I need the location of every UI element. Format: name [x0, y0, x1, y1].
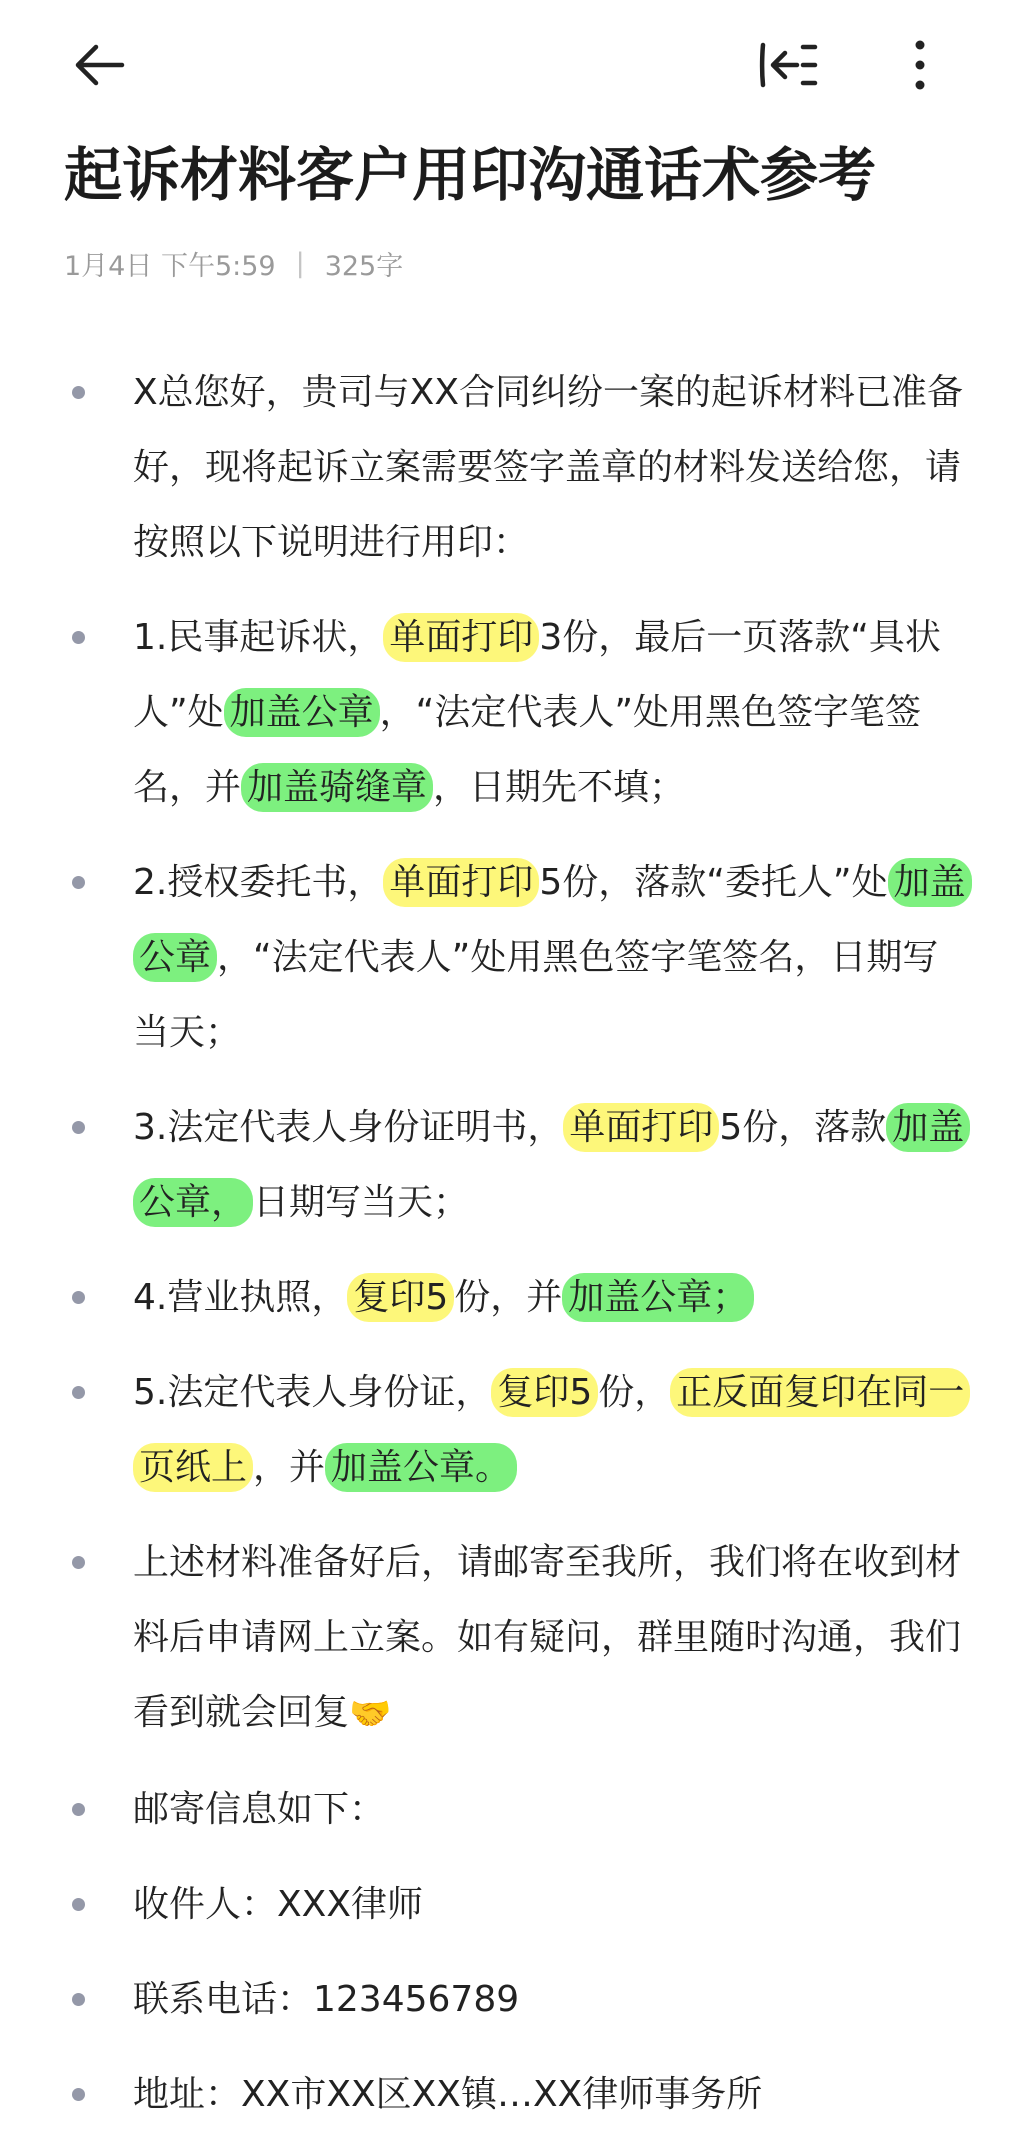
- bullet-dot: [72, 876, 85, 889]
- list-item: [0, 1867, 1010, 1942]
- text-segment: 1.民事起诉状，: [133, 617, 384, 658]
- text-segment: 5.法定代表人身份证，: [133, 1372, 492, 1413]
- list-item: [0, 1772, 1010, 1847]
- text-segment: 邮寄信息如下：: [133, 1788, 386, 1830]
- text-segment: 4.营业执照，: [133, 1277, 348, 1318]
- highlight-green: 加盖公章，: [133, 1103, 970, 1227]
- text-segment: 3.法定代表人身份证明书，: [133, 1107, 564, 1148]
- top-bar: [0, 0, 1010, 130]
- text-segment: ，“法定代表人”处用黑色签字笔签名，日期写当天；: [133, 937, 939, 1053]
- text-segment: 份，并: [454, 1277, 563, 1318]
- arrow-left-icon: [70, 40, 130, 90]
- highlight-yellow: 复印5: [491, 1368, 598, 1417]
- highlight-green: 加盖公章: [224, 688, 380, 737]
- more-button[interactable]: [880, 30, 960, 100]
- text-segment: 份，: [598, 1372, 671, 1413]
- text-segment: 收件人：XXX律师: [133, 1883, 423, 1925]
- list-item: [0, 600, 1010, 825]
- bullet-dot: [72, 1556, 85, 1569]
- list-item: [0, 1355, 1010, 1505]
- highlight-yellow: 单面打印: [383, 858, 539, 907]
- note-meta: [64, 240, 403, 286]
- list-item: [0, 1962, 1010, 2037]
- text-segment: 日期写当天；: [253, 1182, 470, 1223]
- bullet-dot: [72, 631, 85, 644]
- bullet-dot: [72, 1121, 85, 1134]
- outline-list-icon: [757, 37, 823, 93]
- list-item: [0, 1525, 1010, 1752]
- list-item: [0, 845, 1010, 1070]
- note-title: 起诉材料客户用印沟通话术参考: [64, 141, 877, 209]
- bullet-dot: [72, 386, 85, 399]
- bullet-dot: [72, 1386, 85, 1399]
- highlight-yellow: 复印5: [347, 1273, 454, 1322]
- highlight-yellow: 正反面复印在同一页纸上: [133, 1368, 970, 1492]
- text-segment: 5份，落款: [719, 1107, 887, 1148]
- text-segment: 上述材料准备好后，请邮寄至我所，我们将在收到材料后申请网上立案。如有疑问，群里随时沟通，我们看到就会回复: [133, 1542, 962, 1733]
- text-segment: 2.授权委托书，: [133, 862, 384, 903]
- text-segment: 5份，落款“委托人”处: [539, 862, 888, 903]
- handshake-emoji: 🤝: [349, 1693, 392, 1734]
- list-item: [0, 1090, 1010, 1240]
- bullet-dot: [72, 1803, 85, 1816]
- text-segment: ，并: [253, 1447, 326, 1488]
- text-segment: ，日期先不填；: [433, 767, 686, 808]
- highlight-green: 加盖骑缝章: [241, 763, 433, 812]
- bullet-dot: [72, 1898, 85, 1911]
- bullet-dot: [72, 1291, 85, 1304]
- note-date: 1月4日 下午5:59: [64, 250, 276, 282]
- back-button[interactable]: [60, 30, 140, 100]
- note-body[interactable]: [0, 355, 1010, 2152]
- highlight-green: 加盖公章: [133, 858, 972, 982]
- text-segment: 3份，最后一页落款“具状人”处: [133, 617, 941, 733]
- highlight-green: 加盖公章；: [562, 1273, 754, 1322]
- text-segment: 地址：XX市XX区XX镇…XX律师事务所: [133, 2073, 763, 2115]
- highlight-yellow: 单面打印: [563, 1103, 719, 1152]
- text-segment: 联系电话：123456789: [133, 1978, 520, 2020]
- meta-separator: |: [295, 247, 305, 279]
- text-segment: ，“法定代表人”处用黑色签字笔签名，并: [133, 692, 921, 808]
- list-item: [0, 1260, 1010, 1335]
- text-segment: X总您好，贵司与XX合同纠纷一案的起诉材料已准备好，现将起诉立案需要签字盖章的材料发送给您，请按照以下说明进行用印：: [133, 372, 963, 563]
- bullet-dot: [72, 2088, 85, 2101]
- bullet-dot: [72, 1993, 85, 2006]
- list-item: [0, 355, 1010, 580]
- highlight-yellow: 单面打印: [383, 613, 539, 662]
- more-vertical-icon: [910, 39, 930, 91]
- highlight-green: 加盖公章。: [325, 1443, 517, 1492]
- word-count: 325字: [324, 250, 404, 282]
- list-item: [0, 2057, 1010, 2132]
- outline-button[interactable]: [750, 30, 830, 100]
